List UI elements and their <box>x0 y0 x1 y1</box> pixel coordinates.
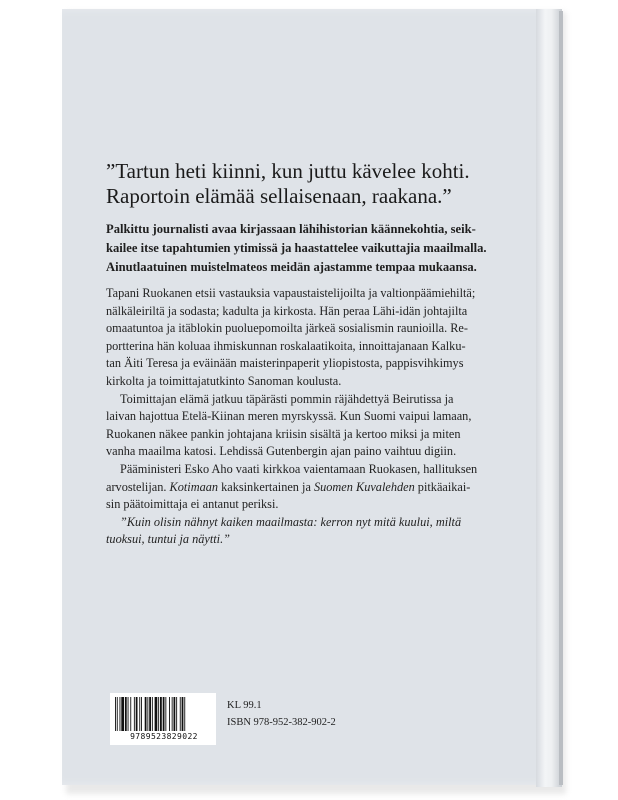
barcode-bar <box>147 697 148 731</box>
body-line: Pääministeri Esko Aho vaati kirkkoa vaientamaan Ruokasen, hallituksen <box>120 461 478 476</box>
body-line: ”Kuin olisin nähnyt kaiken maailmasta: kerron nyt mitä kuului, miltä <box>120 514 462 529</box>
barcode-bar <box>117 697 118 731</box>
body-line <box>106 479 522 497</box>
body-text <box>106 285 522 549</box>
barcode-bar <box>176 697 177 731</box>
barcode-number: 9789523829022 <box>130 732 198 741</box>
paragraph-3 <box>106 461 522 514</box>
barcode-bar <box>134 697 135 731</box>
isbn-barcode <box>110 693 216 745</box>
barcode-bar <box>184 697 185 731</box>
body-line: Tapani Ruokanen etsii vastauksia vapaustaistelijoilta ja valtionpäämiehiltä; <box>106 286 476 300</box>
barcode-bar <box>160 697 162 731</box>
body-line: nälkäleiriltä ja sodasta; kadulta ja kirkosta. Hän peraa Lähi-idän johtajilta <box>106 303 468 318</box>
barcode-bar <box>125 697 127 731</box>
lead-line: kailee itse tapahtumien ytimissä ja haastattelee vaikuttajia maailmalla. <box>106 241 487 255</box>
paragraph-2 <box>106 391 522 461</box>
body-line: Ruokanen näkee pankin johtajana kriisin sisältä ja kertoo miksi ja miten <box>106 426 461 441</box>
body-line: vanha maailma katosi. Lehdissä Gutenbergin ajan paino vaihtuu digiin. <box>106 444 457 459</box>
lead-line: Ainutlaatuinen muistelmateos meidän ajastamme tempaa mukaansa. <box>106 260 477 274</box>
barcode-bar <box>174 697 176 731</box>
classification-code: KL 99.1 <box>227 700 262 711</box>
barcode-bar <box>165 697 166 731</box>
barcode-bar <box>180 697 181 731</box>
barcode-bar <box>163 697 165 731</box>
barcode-bar <box>149 697 151 731</box>
barcode-bar <box>128 697 129 731</box>
barcode-bar <box>182 697 184 731</box>
paragraph-1 <box>106 285 522 391</box>
isbn-text: ISBN 978-952-382-902-2 <box>227 717 336 728</box>
barcode-bars <box>114 697 212 731</box>
lead-paragraph <box>106 220 516 277</box>
quote-line-1: ”Tartun heti kiinni, kun juttu kävelee kohti. <box>106 159 470 183</box>
closing-quote <box>106 514 522 549</box>
body-text-run: pitkäaikai- <box>414 479 471 494</box>
body-text-run: arvostelijan. <box>106 479 170 494</box>
barcode-bar <box>145 697 147 731</box>
quote-line-2: Raportoin elämää sellaisenaan, raakana.” <box>106 184 452 208</box>
body-line: Toimittajan elämä jatkuu täpärästi pommin räjähdettyä Beirutissa ja <box>120 391 454 406</box>
cover-quote <box>106 159 526 209</box>
publication-name: Suomen Kuvalehden <box>313 479 415 494</box>
body-line: tuoksui, tuntui ja näytti.” <box>106 532 230 547</box>
spine-edge <box>559 11 563 785</box>
body-line: laivan hajottua Etelä-Kiinan meren myrskyssä. Kun Suomi vaipui lamaan, <box>106 409 472 424</box>
barcode-bar <box>169 697 170 731</box>
barcode-bar <box>115 697 116 731</box>
barcode-bar <box>155 697 158 731</box>
body-line: sin päätoimittaja ei antanut periksi. <box>106 497 279 512</box>
barcode-bar <box>172 697 173 731</box>
barcode-bar <box>130 697 131 731</box>
body-line: kirkolta ja toimittajatutkinto Sanoman koulusta. <box>106 373 342 388</box>
body-text-run: kaksinkertainen ja <box>218 479 314 494</box>
lead-line: Palkittu journalisti avaa kirjassaan lähihistorian käännekohtia, seik- <box>106 222 476 236</box>
barcode-bar <box>136 697 138 731</box>
barcode-bar <box>120 697 121 731</box>
barcode-bar <box>139 697 140 731</box>
body-line: tan Äiti Teresa ja eväinään maisterinpaperit yliopistosta, pappisvihkimys <box>106 356 464 371</box>
body-line: omaatuntoa ja itäblokin puoluepomoilta järkeä sosialismin raunioilla. Re- <box>106 321 468 336</box>
catalog-codes <box>227 697 336 731</box>
barcode-bar <box>158 697 159 731</box>
barcode-bar <box>152 697 153 731</box>
barcode-bar <box>141 697 142 731</box>
barcode-bar <box>121 697 124 731</box>
publication-name: Kotimaan <box>169 479 219 494</box>
body-line: portterina hän koluaa ihmiskunnan roskalaatikoita, innoittajanaan Kalku- <box>106 338 466 353</box>
